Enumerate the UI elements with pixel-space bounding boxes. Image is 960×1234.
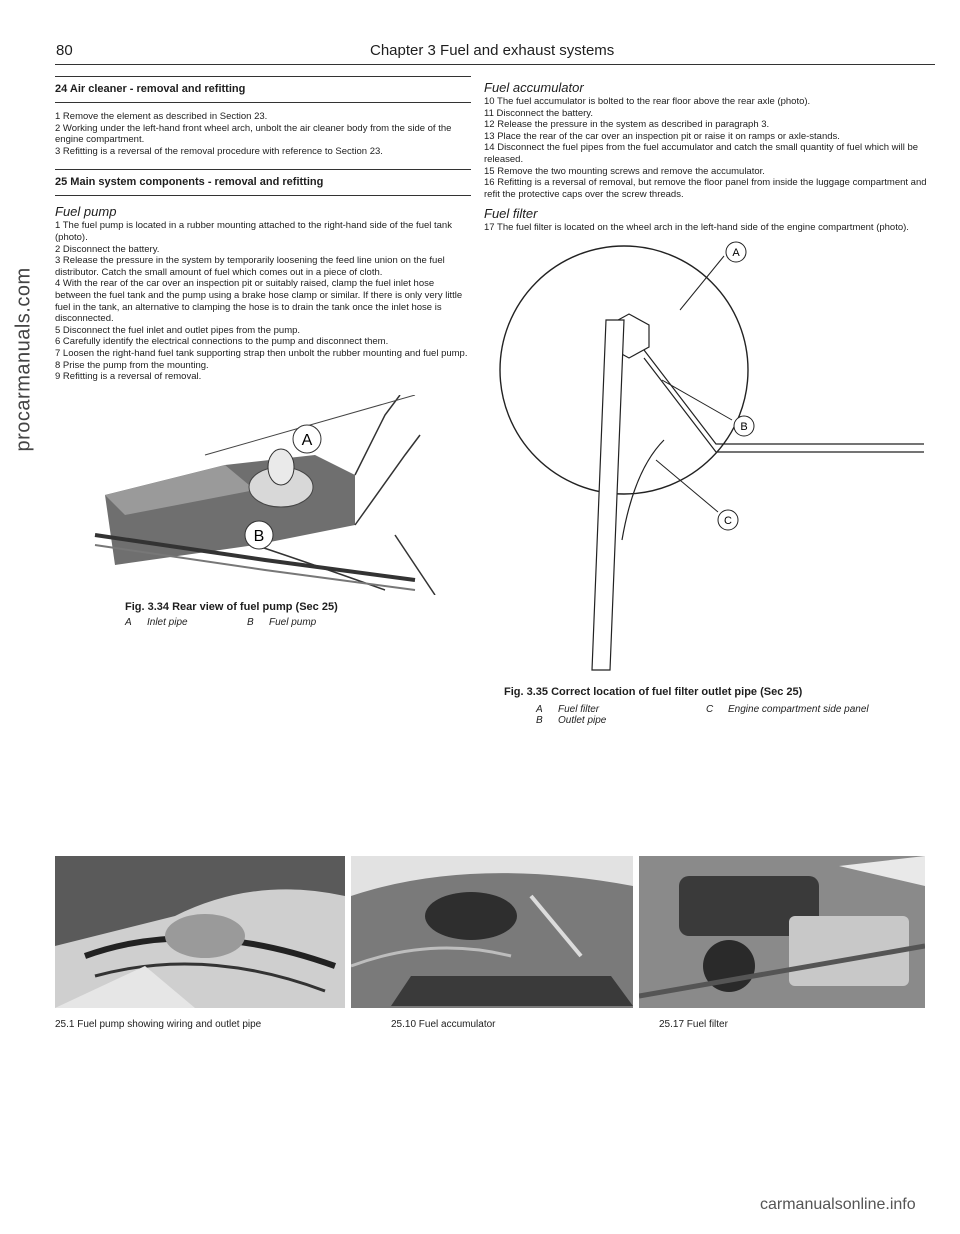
photo-caption: 25.1 Fuel pump showing wiring and outlet pipe: [55, 1019, 262, 1030]
page-header: [30, 42, 930, 66]
paragraph: 9 Refitting is a reversal of removal.: [55, 371, 202, 383]
figure-3-35: [484, 240, 940, 726]
legend-text: Inlet pipe: [147, 616, 188, 628]
section-25-heading: 25 Main system components - removal and refitting: [55, 169, 471, 196]
paragraph: 3 Refitting is a reversal of the removal procedure with reference to Section 23.: [55, 145, 383, 157]
paragraph: 1 The fuel pump is located in a rubber mounting attached to the right-hand side of the fuel tank (photo).: [55, 220, 452, 243]
label-b: B: [253, 527, 265, 545]
footer-watermark: carmanualsonline.info: [760, 1196, 916, 1213]
legend-text: Fuel pump: [269, 616, 317, 628]
legend-text: Engine compartment side panel: [728, 703, 869, 715]
subheading-fuel-filter: Fuel filter: [484, 206, 538, 222]
legend-key: A: [125, 616, 132, 628]
header-rule: [55, 64, 935, 65]
paragraph: 2 Working under the left-hand front wheel arch, unbolt the air cleaner body from the side of the engine compartment.: [55, 122, 452, 146]
running-title: Chapter 3 Fuel and exhaust systems: [370, 42, 615, 59]
paragraph: 3 Release the pressure in the system by temporarily loosening the feed line union on the fuel distributor. Catch the small amount of fuel which comes out in a piece of cloth.: [55, 255, 445, 278]
label-b: B: [740, 420, 748, 433]
photo-image: [55, 856, 345, 1008]
paragraph: 6 Carefully identify the electrical connections to the pump and disconnect them.: [55, 336, 389, 348]
paragraph: 4 With the rear of the car over an inspection pit or suitably raised, clamp the fuel inlet hose between the fuel tank and the pump using a brake hose clamp or similar. If there is only very little fuel in the tank, an alternative to clamping the hose is to drain the tank once the inlet hose is disconnected.: [55, 278, 463, 325]
paragraph: 7 Loosen the right-hand fuel tank supporting strap then unbolt the rubber mounting and fuel pump.: [55, 347, 468, 359]
legend-text: Outlet pipe: [558, 714, 607, 726]
photo-fuel-pump: [55, 856, 345, 1030]
figure-3-34: [55, 395, 471, 628]
paragraph: 15 Remove the two mounting screws and remove the accumulator.: [484, 165, 765, 177]
label-c: C: [724, 514, 732, 527]
legend-text: Fuel filter: [558, 703, 600, 715]
photo-caption: 25.17 Fuel filter: [659, 1019, 728, 1030]
paragraph: 12 Release the pressure in the system as described in paragraph 3.: [484, 119, 770, 131]
photo-fuel-accumulator: [351, 856, 633, 1030]
subheading-fuel-pump: Fuel pump: [55, 204, 117, 220]
left-column: [55, 76, 471, 628]
paragraph: 8 Prise the pump from the mounting.: [55, 359, 209, 371]
figure-legend: [536, 704, 940, 726]
paragraph: 10 The fuel accumulator is bolted to the rear floor above the rear axle (photo).: [484, 96, 811, 107]
photo-fuel-filter: [639, 856, 925, 1030]
paragraph: 13 Place the rear of the car over an inspection pit or raise it on ramps or axle-stands.: [484, 130, 840, 142]
paragraph: 17 The fuel filter is located on the wheel arch in the left-hand side of the engine compartment (photo).: [484, 222, 909, 234]
photo-image: [639, 856, 925, 1008]
paragraph: 14 Disconnect the fuel pipes from the fuel accumulator and catch the small quantity of fuel which will be released.: [484, 142, 919, 165]
photo-image: [351, 856, 633, 1008]
label-a: A: [732, 246, 740, 259]
fuel-filter-illustration: [484, 240, 940, 680]
paragraph: 1 Remove the element as described in Section 23.: [55, 111, 268, 122]
legend-key: C: [706, 703, 714, 715]
paragraph: 5 Disconnect the fuel inlet and outlet pipes from the pump.: [55, 324, 301, 336]
figure-caption: Fig. 3.35 Correct location of fuel filter outlet pipe (Sec 25): [504, 685, 803, 698]
paragraph: 2 Disconnect the battery.: [55, 243, 160, 255]
photo-caption: 25.10 Fuel accumulator: [391, 1019, 496, 1030]
section-24-heading: 24 Air cleaner - removal and refitting: [55, 76, 471, 103]
legend-key: B: [247, 616, 254, 628]
figure-legend: [125, 617, 471, 628]
label-a: A: [301, 431, 313, 449]
legend-key: B: [536, 714, 543, 726]
subheading-fuel-accumulator: Fuel accumulator: [484, 80, 584, 95]
paragraph: 16 Refitting is a reversal of removal, but remove the floor panel from inside the luggage compartment and refit the protective caps over the screw threads.: [484, 177, 927, 200]
figure-caption: Fig. 3.34 Rear view of fuel pump (Sec 25): [125, 600, 338, 613]
side-watermark: procarmanuals.com: [12, 267, 35, 452]
fuel-pump-illustration: [55, 395, 471, 595]
page-number: 80: [56, 42, 73, 59]
paragraph: 11 Disconnect the battery.: [484, 107, 593, 119]
right-column: [484, 76, 940, 726]
photos-row: [55, 856, 935, 1106]
legend-key: A: [536, 703, 543, 715]
